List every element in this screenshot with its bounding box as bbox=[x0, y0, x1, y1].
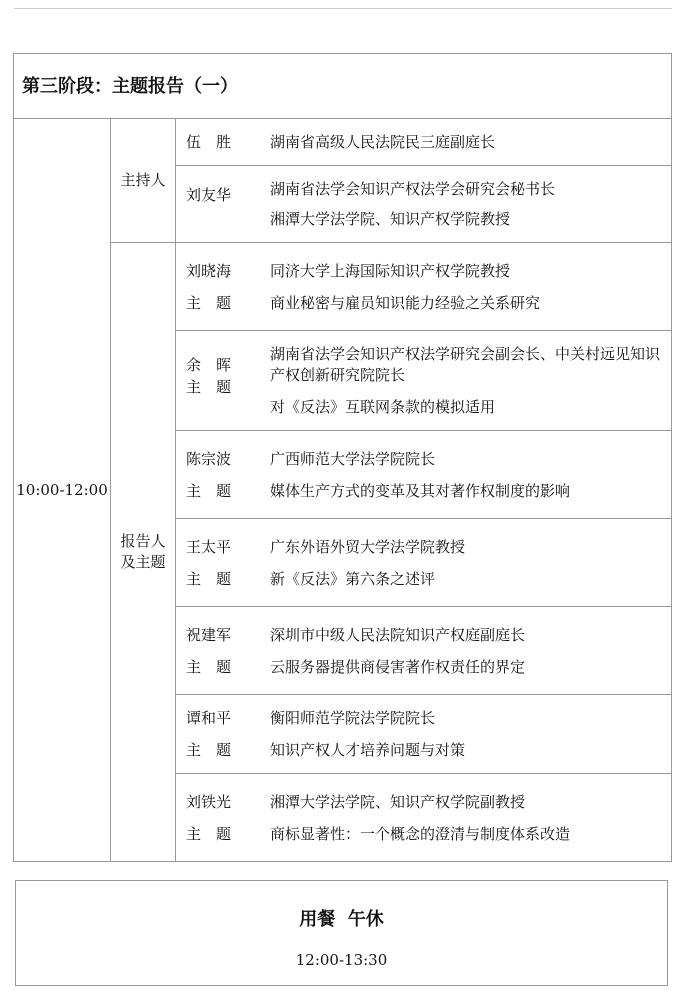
speaker-entry bbox=[176, 431, 672, 519]
topic-label: 主 题 bbox=[186, 481, 232, 500]
speaker-title: 同济大学上海国际知识产权学院教授 bbox=[270, 261, 511, 280]
speaker-title: 深圳市中级人民法院知识产权庭副庭长 bbox=[270, 625, 526, 644]
topic-label: 主 题 bbox=[186, 293, 232, 312]
speaker-title: 湖南省法学会知识产权法学研究会副会长、中关村远见知识产权创新研究院院长 bbox=[270, 345, 661, 384]
speaker-title: 湘潭大学法学院、知识产权学院副教授 bbox=[270, 792, 526, 811]
speaker-topic: 知识产权人才培养问题与对策 bbox=[270, 741, 466, 759]
host-role-label: 主持人 bbox=[111, 119, 176, 243]
session-time: 10:00-12:00 bbox=[14, 119, 111, 862]
speaker-topic: 商标显著性：一个概念的澄清与制度体系改造 bbox=[270, 824, 571, 843]
speaker-entry bbox=[176, 243, 672, 331]
host-entry bbox=[176, 119, 672, 166]
speaker-name: 王太平 bbox=[186, 537, 232, 556]
speaker-name: 谭和平 bbox=[186, 709, 232, 727]
host-entry bbox=[176, 166, 672, 243]
speaker-name: 刘铁光 bbox=[186, 792, 232, 811]
host-title: 湖南省法学会知识产权法学会研究会秘书长 bbox=[270, 180, 556, 198]
speaker-entry bbox=[176, 519, 672, 607]
speaker-topic: 新《反法》第六条之述评 bbox=[270, 569, 436, 588]
host-name: 刘友华 bbox=[186, 186, 232, 204]
speaker-name: 祝建军 bbox=[186, 625, 232, 644]
speaker-title: 衡阳师范学院法学院院长 bbox=[270, 709, 436, 727]
break-title: 用餐 午休 bbox=[299, 909, 384, 930]
speaker-name: 刘晓海 bbox=[186, 261, 232, 280]
schedule-table bbox=[13, 53, 672, 862]
lunch-break-box bbox=[15, 880, 668, 986]
speaker-title: 广西师范大学法学院院长 bbox=[270, 449, 436, 468]
host-name: 伍 胜 bbox=[186, 133, 232, 151]
speaker-title: 广东外语外贸大学法学院教授 bbox=[270, 537, 466, 556]
speaker-topic: 对《反法》互联网条款的模拟适用 bbox=[270, 398, 496, 416]
speaker-name: 陈宗波 bbox=[186, 449, 232, 468]
speaker-topic: 云服务器提供商侵害著作权责任的界定 bbox=[270, 657, 526, 676]
speaker-entry bbox=[176, 607, 672, 695]
host-title: 湖南省高级人民法院民三庭副庭长 bbox=[270, 133, 496, 151]
topic-label: 主 题 bbox=[186, 657, 232, 676]
topic-label: 主 题 bbox=[186, 741, 232, 759]
host-title: 湘潭大学法学院、知识产权学院教授 bbox=[270, 210, 511, 228]
topic-label: 主 题 bbox=[186, 824, 232, 843]
speaker-topic: 媒体生产方式的变革及其对著作权制度的影响 bbox=[270, 481, 571, 500]
speaker-entry bbox=[176, 774, 672, 862]
speaker-name: 余 晖 bbox=[186, 355, 232, 374]
speaker-entry bbox=[176, 331, 672, 431]
speaker-role-label: 报告人 及主题 bbox=[111, 243, 176, 862]
top-divider bbox=[14, 8, 672, 9]
speaker-entry bbox=[176, 695, 672, 774]
speaker-topic: 商业秘密与雇员知识能力经验之关系研究 bbox=[270, 293, 541, 312]
section-title: 第三阶段：主题报告（一） bbox=[14, 54, 672, 119]
break-time: 12:00-13:30 bbox=[295, 951, 388, 969]
topic-label: 主 题 bbox=[186, 569, 232, 588]
topic-label: 主 题 bbox=[186, 378, 232, 396]
